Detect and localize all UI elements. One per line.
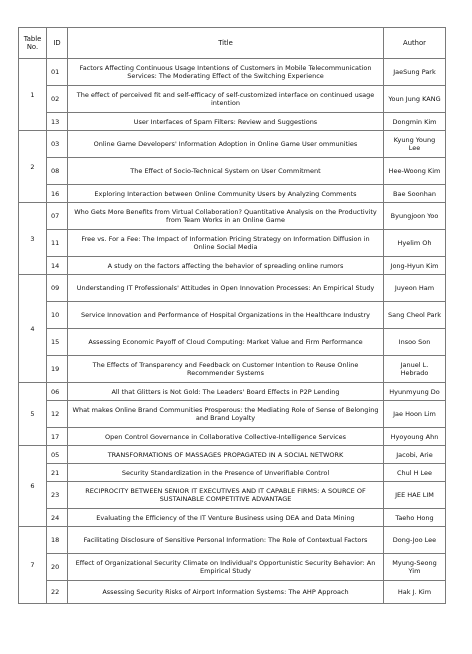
- table-row: [19, 329, 446, 356]
- table-body: [19, 59, 446, 604]
- id-cell: 01: [47, 59, 68, 86]
- title-cell: Online Game Developers' Information Adoption in Online Game User ommunities: [68, 131, 384, 158]
- title-cell: Factors Affecting Continuous Usage Intentions of Customers in Mobile Telecommunication Services: The Moderating Effect of the Switching Experience: [68, 59, 384, 86]
- author-cell: Sang Cheol Park: [384, 302, 446, 329]
- author-cell: Dongmin Kim: [384, 113, 446, 131]
- author-cell: Hyoyoung Ahn: [384, 428, 446, 446]
- table-number-cell: 7: [19, 527, 47, 604]
- table-number-cell: 2: [19, 131, 47, 203]
- author-cell: Jacobi, Arie: [384, 446, 446, 464]
- id-cell: 14: [47, 257, 68, 275]
- table-row: [19, 185, 446, 203]
- author-cell: Hyelim Oh: [384, 230, 446, 257]
- id-cell: 24: [47, 509, 68, 527]
- table-number-cell: 3: [19, 203, 47, 275]
- table-row: [19, 446, 446, 464]
- id-cell: 16: [47, 185, 68, 203]
- id-cell: 05: [47, 446, 68, 464]
- table-row: [19, 527, 446, 554]
- author-cell: Hyunmyung Do: [384, 383, 446, 401]
- title-cell: Understanding IT Professionals' Attitudes in Open Innovation Processes: An Empirical Study: [68, 275, 384, 302]
- table-row: [19, 482, 446, 509]
- title-cell: Free vs. For a Fee: The Impact of Information Pricing Strategy on Information Diffusion in Online Social Media: [68, 230, 384, 257]
- title-cell: The effect of perceived fit and self-efficacy of self-customized interface on continued usage intention: [68, 86, 384, 113]
- header-table-no: Table No.: [19, 28, 47, 59]
- title-cell: Effect of Organizational Security Climate on Individual's Opportunistic Security Behavior: An Empirical Study: [68, 554, 384, 581]
- title-cell: Exploring Interaction between Online Community Users by Analyzing Comments: [68, 185, 384, 203]
- title-cell: RECIPROCITY BETWEEN SENIOR IT EXECUTIVES AND IT CAPABLE FIRMS: A SOURCE OF SUSTAINABLE COMPETITIVE ADVANTAGE: [68, 482, 384, 509]
- author-cell: Jae Hoon Lim: [384, 401, 446, 428]
- table-row: [19, 203, 446, 230]
- id-cell: 21: [47, 464, 68, 482]
- title-cell: Security Standardization in the Presence of Unverifiable Control: [68, 464, 384, 482]
- table-row: [19, 158, 446, 185]
- author-cell: Kyung Young Lee: [384, 131, 446, 158]
- table-row: [19, 554, 446, 581]
- id-cell: 11: [47, 230, 68, 257]
- table-row: [19, 275, 446, 302]
- session-table: [18, 27, 446, 604]
- id-cell: 02: [47, 86, 68, 113]
- author-cell: Hee-Woong Kim: [384, 158, 446, 185]
- id-cell: 19: [47, 356, 68, 383]
- author-cell: JEE HAE LIM: [384, 482, 446, 509]
- header-id: ID: [47, 28, 68, 59]
- id-cell: 20: [47, 554, 68, 581]
- table-row: [19, 86, 446, 113]
- table-row: [19, 356, 446, 383]
- title-cell: The Effect of Socio-Technical System on User Commitment: [68, 158, 384, 185]
- id-cell: 18: [47, 527, 68, 554]
- title-cell: The Effects of Transparency and Feedback on Customer Intention to Reuse Online Recommender Systems: [68, 356, 384, 383]
- author-cell: Taeho Hong: [384, 509, 446, 527]
- header-author: Author: [384, 28, 446, 59]
- table-row: [19, 302, 446, 329]
- id-cell: 23: [47, 482, 68, 509]
- title-cell: TRANSFORMATIONS OF MASSAGES PROPAGATED IN A SOCIAL NETWORK: [68, 446, 384, 464]
- title-cell: Service Innovation and Performance of Hospital Organizations in the Healthcare Industry: [68, 302, 384, 329]
- author-cell: Youn Jung KANG: [384, 86, 446, 113]
- id-cell: 03: [47, 131, 68, 158]
- header-row: [19, 28, 446, 59]
- title-cell: All that Glitters is Not Gold: The Leaders' Board Effects in P2P Lending: [68, 383, 384, 401]
- title-cell: Evaluating the Efficiency of the IT Venture Business using DEA and Data Mining: [68, 509, 384, 527]
- author-cell: Jong-Hyun Kim: [384, 257, 446, 275]
- table-number-cell: 6: [19, 446, 47, 527]
- table-row: [19, 59, 446, 86]
- header-title: Title: [68, 28, 384, 59]
- id-cell: 12: [47, 401, 68, 428]
- author-cell: Januel L. Hebrado: [384, 356, 446, 383]
- id-cell: 08: [47, 158, 68, 185]
- author-cell: Chul H Lee: [384, 464, 446, 482]
- title-cell: Who Gets More Benefits from Virtual Collaboration? Quantitative Analysis on the Productivity from Team Works in an Online Game: [68, 203, 384, 230]
- author-cell: JaeSung Park: [384, 59, 446, 86]
- id-cell: 10: [47, 302, 68, 329]
- author-cell: Bae Soonhan: [384, 185, 446, 203]
- table-row: [19, 131, 446, 158]
- table-row: [19, 257, 446, 275]
- title-cell: A study on the factors affecting the behavior of spreading online rumors: [68, 257, 384, 275]
- id-cell: 17: [47, 428, 68, 446]
- title-cell: User Interfaces of Spam Filters: Review and Suggestions: [68, 113, 384, 131]
- table-row: [19, 581, 446, 604]
- title-cell: What makes Online Brand Communities Prosperous: the Mediating Role of Sense of Belonging and Brand Loyalty: [68, 401, 384, 428]
- title-cell: Assessing Economic Payoff of Cloud Computing: Market Value and Firm Performance: [68, 329, 384, 356]
- author-cell: Juyeon Ham: [384, 275, 446, 302]
- id-cell: 13: [47, 113, 68, 131]
- author-cell: Insoo Son: [384, 329, 446, 356]
- id-cell: 22: [47, 581, 68, 604]
- id-cell: 15: [47, 329, 68, 356]
- table-row: [19, 383, 446, 401]
- author-cell: Hak J. Kim: [384, 581, 446, 604]
- table-number-cell: 5: [19, 383, 47, 446]
- table-row: [19, 509, 446, 527]
- table-row: [19, 113, 446, 131]
- table-row: [19, 428, 446, 446]
- table-row: [19, 230, 446, 257]
- table-number-cell: 1: [19, 59, 47, 131]
- table-row: [19, 464, 446, 482]
- title-cell: Facilitating Disclosure of Sensitive Personal Information: The Role of Contextual Factors: [68, 527, 384, 554]
- table-row: [19, 401, 446, 428]
- id-cell: 06: [47, 383, 68, 401]
- table-number-cell: 4: [19, 275, 47, 383]
- author-cell: Byungjoon Yoo: [384, 203, 446, 230]
- id-cell: 09: [47, 275, 68, 302]
- session-table-sheet: [18, 27, 445, 604]
- id-cell: 07: [47, 203, 68, 230]
- author-cell: Dong-Joo Lee: [384, 527, 446, 554]
- title-cell: Open Control Governance in Collaborative Collective-Intelligence Services: [68, 428, 384, 446]
- author-cell: Myung-Seong Yim: [384, 554, 446, 581]
- title-cell: Assessing Security Risks of Airport Information Systems: The AHP Approach: [68, 581, 384, 604]
